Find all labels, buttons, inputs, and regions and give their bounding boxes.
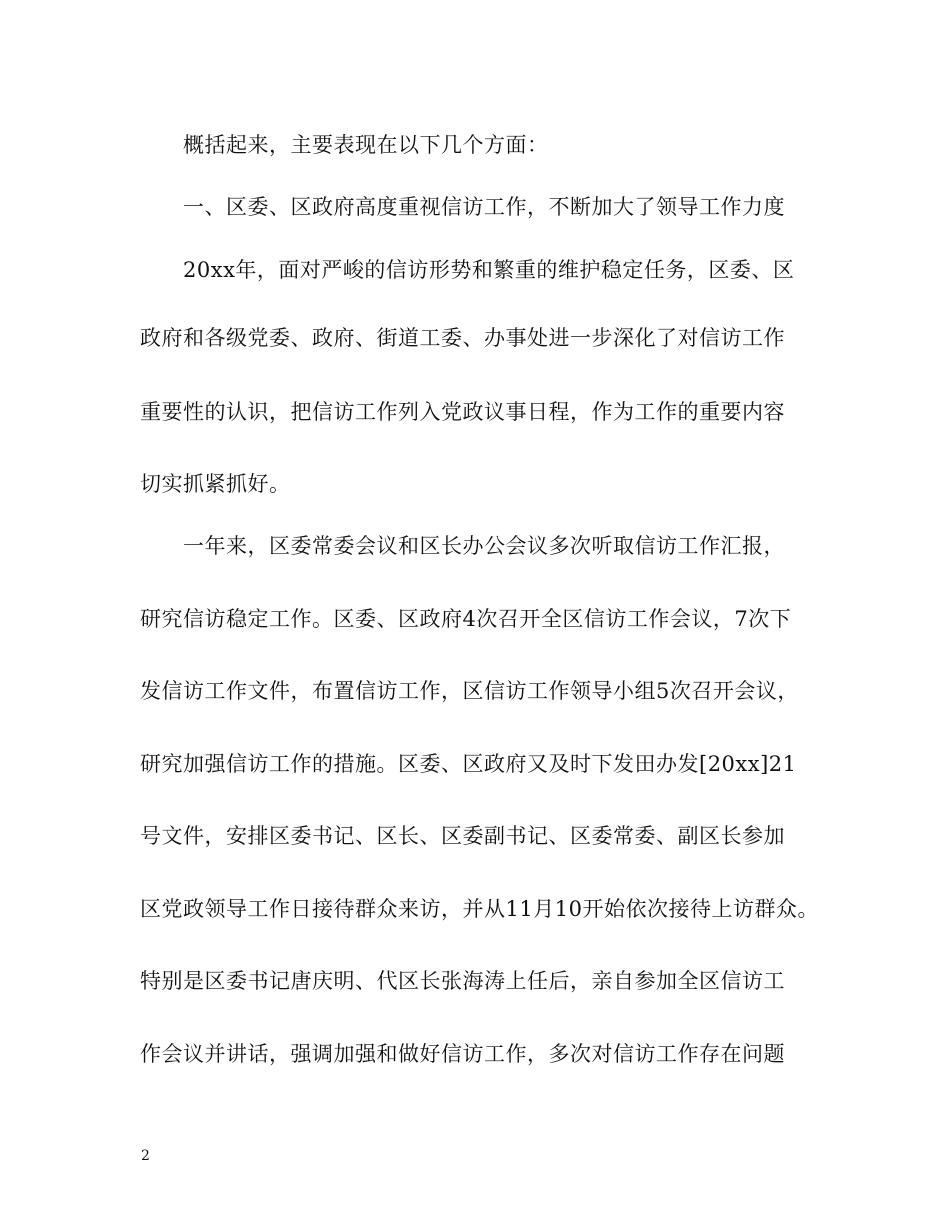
paragraph-line: 政府和各级党委、政府、街道工委、办事处进一步深化了对信访工作: [140, 326, 785, 350]
section-heading: 一、区委、区政府高度重视信访工作，不断加大了领导工作力度: [183, 195, 785, 219]
paragraph-line: 研究加强信访工作的措施。区委、区政府又及时下发田办发[20xx]21: [140, 752, 797, 776]
page-number: 2: [141, 1148, 150, 1164]
paragraph-line: 切实抓紧抓好。: [140, 472, 291, 496]
paragraph-line: 号文件，安排区委书记、区长、区委副书记、区委常委、副区长参加: [140, 824, 785, 848]
paragraph-line: 作会议并讲话，强调加强和做好信访工作，多次对信访工作存在问题: [140, 1042, 785, 1066]
paragraph-line: 20xx年，面对严峻的信访形势和繁重的维护稳定任务，区委、区: [183, 258, 795, 282]
paragraph-line: 区党政领导工作日接待群众来访，并从11月10开始依次接待上访群众。: [140, 897, 819, 921]
paragraph-line: 研究信访稳定工作。区委、区政府4次召开全区信访工作会议，7次下: [140, 607, 792, 631]
paragraph-line: 重要性的认识，把信访工作列入党政议事日程，作为工作的重要内容: [140, 400, 785, 424]
paragraph-line: 特别是区委书记唐庆明、代区长张海涛上任后，亲自参加全区信访工: [140, 969, 785, 993]
paragraph-line: 概括起来，主要表现在以下几个方面：: [183, 133, 549, 157]
paragraph-line: 发信访工作文件，布置信访工作，区信访工作领导小组5次召开会议，: [140, 679, 799, 703]
paragraph-line: 一年来，区委常委会议和区长办公会议多次听取信访工作汇报，: [183, 534, 785, 558]
